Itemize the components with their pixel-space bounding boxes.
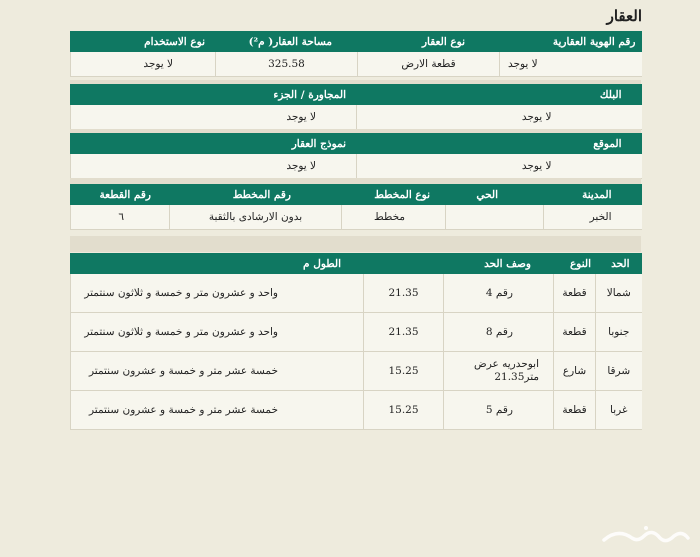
value-city: الخبر [544,205,642,230]
header-length: الطول م [71,253,364,274]
header-side: الحد [596,253,642,274]
bound-length: 15.25 [364,391,444,430]
bounds-table [70,253,642,430]
value-location: لا يوجد [357,154,642,179]
table-row [71,313,642,352]
value-block: لا يوجد [357,105,642,130]
header-property-id: رقم الهوية العقارية [500,31,642,52]
value-property-id: لا يوجد [500,52,642,77]
bound-type: قطعة [554,274,596,313]
bound-side: جنوبا [596,313,642,352]
section-title: العقار [606,7,642,25]
header-city: المدينة [544,184,642,205]
header-property-type: نوع العقار [358,31,500,52]
bound-side: شرقا [596,352,642,391]
table-row [71,352,642,391]
header-plan-type: نوع المخطط [342,184,446,205]
bound-description: رقم 5 [444,391,554,430]
block-table [70,84,642,130]
header-block: البلك [357,84,642,105]
header-lot-number: رقم القطعة [71,184,170,205]
header-plan-number: رقم المخطط [170,184,342,205]
bound-length-text: خمسة عشر متر و خمسة و عشرون سنتمتر [71,391,364,430]
header-location: الموقع [357,133,642,154]
bound-type: شارع [554,352,596,391]
value-property-type: قطعة الارض [358,52,500,77]
plan-table [70,184,642,230]
header-bound-type: النوع [554,253,596,274]
bound-length: 21.35 [364,274,444,313]
bound-side: شمالا [596,274,642,313]
bound-side: غربا [596,391,642,430]
header-usage-type: نوع الاستخدام [71,31,216,52]
property-table [70,31,642,77]
bound-description: رقم 8 [444,313,554,352]
value-lot-number: ٦ [71,205,170,230]
value-district [446,205,544,230]
value-property-model: لا يوجد [71,154,357,179]
value-neighborhood-part: لا يوجد [71,105,357,130]
value-usage-type: لا يوجد [71,52,216,77]
table-row [71,391,642,430]
location-table [70,133,642,179]
header-blank [364,253,444,274]
bound-length-text: واحد و عشرون متر و خمسة و ثلاثون سنتمتر [71,313,364,352]
header-bound-description: وصف الحد [444,253,554,274]
header-property-model: نموذج العقار [71,133,357,154]
bound-description: رقم 4 [444,274,554,313]
divider [70,236,641,252]
bound-length: 21.35 [364,313,444,352]
bound-type: قطعة [554,313,596,352]
bound-type: قطعة [554,391,596,430]
header-area: مساحة العقار( م²) [216,31,358,52]
table-row [71,274,642,313]
bound-description: ابوحدريه عرض متر21.35 [444,352,554,391]
haraj-logo-watermark [598,520,694,550]
value-plan-type: مخطط [342,205,446,230]
bound-length-text: واحد و عشرون متر و خمسة و ثلاثون سنتمتر [71,274,364,313]
header-district: الحي [446,184,544,205]
bound-length-text: خمسة عشر متر و خمسة و عشرون سنتمتر [71,352,364,391]
bound-length: 15.25 [364,352,444,391]
value-area: 325.58 [216,52,358,77]
header-neighborhood-part: المجاورة / الجزء [71,84,357,105]
value-plan-number: بدون الارشادى بالثقبة [170,205,342,230]
